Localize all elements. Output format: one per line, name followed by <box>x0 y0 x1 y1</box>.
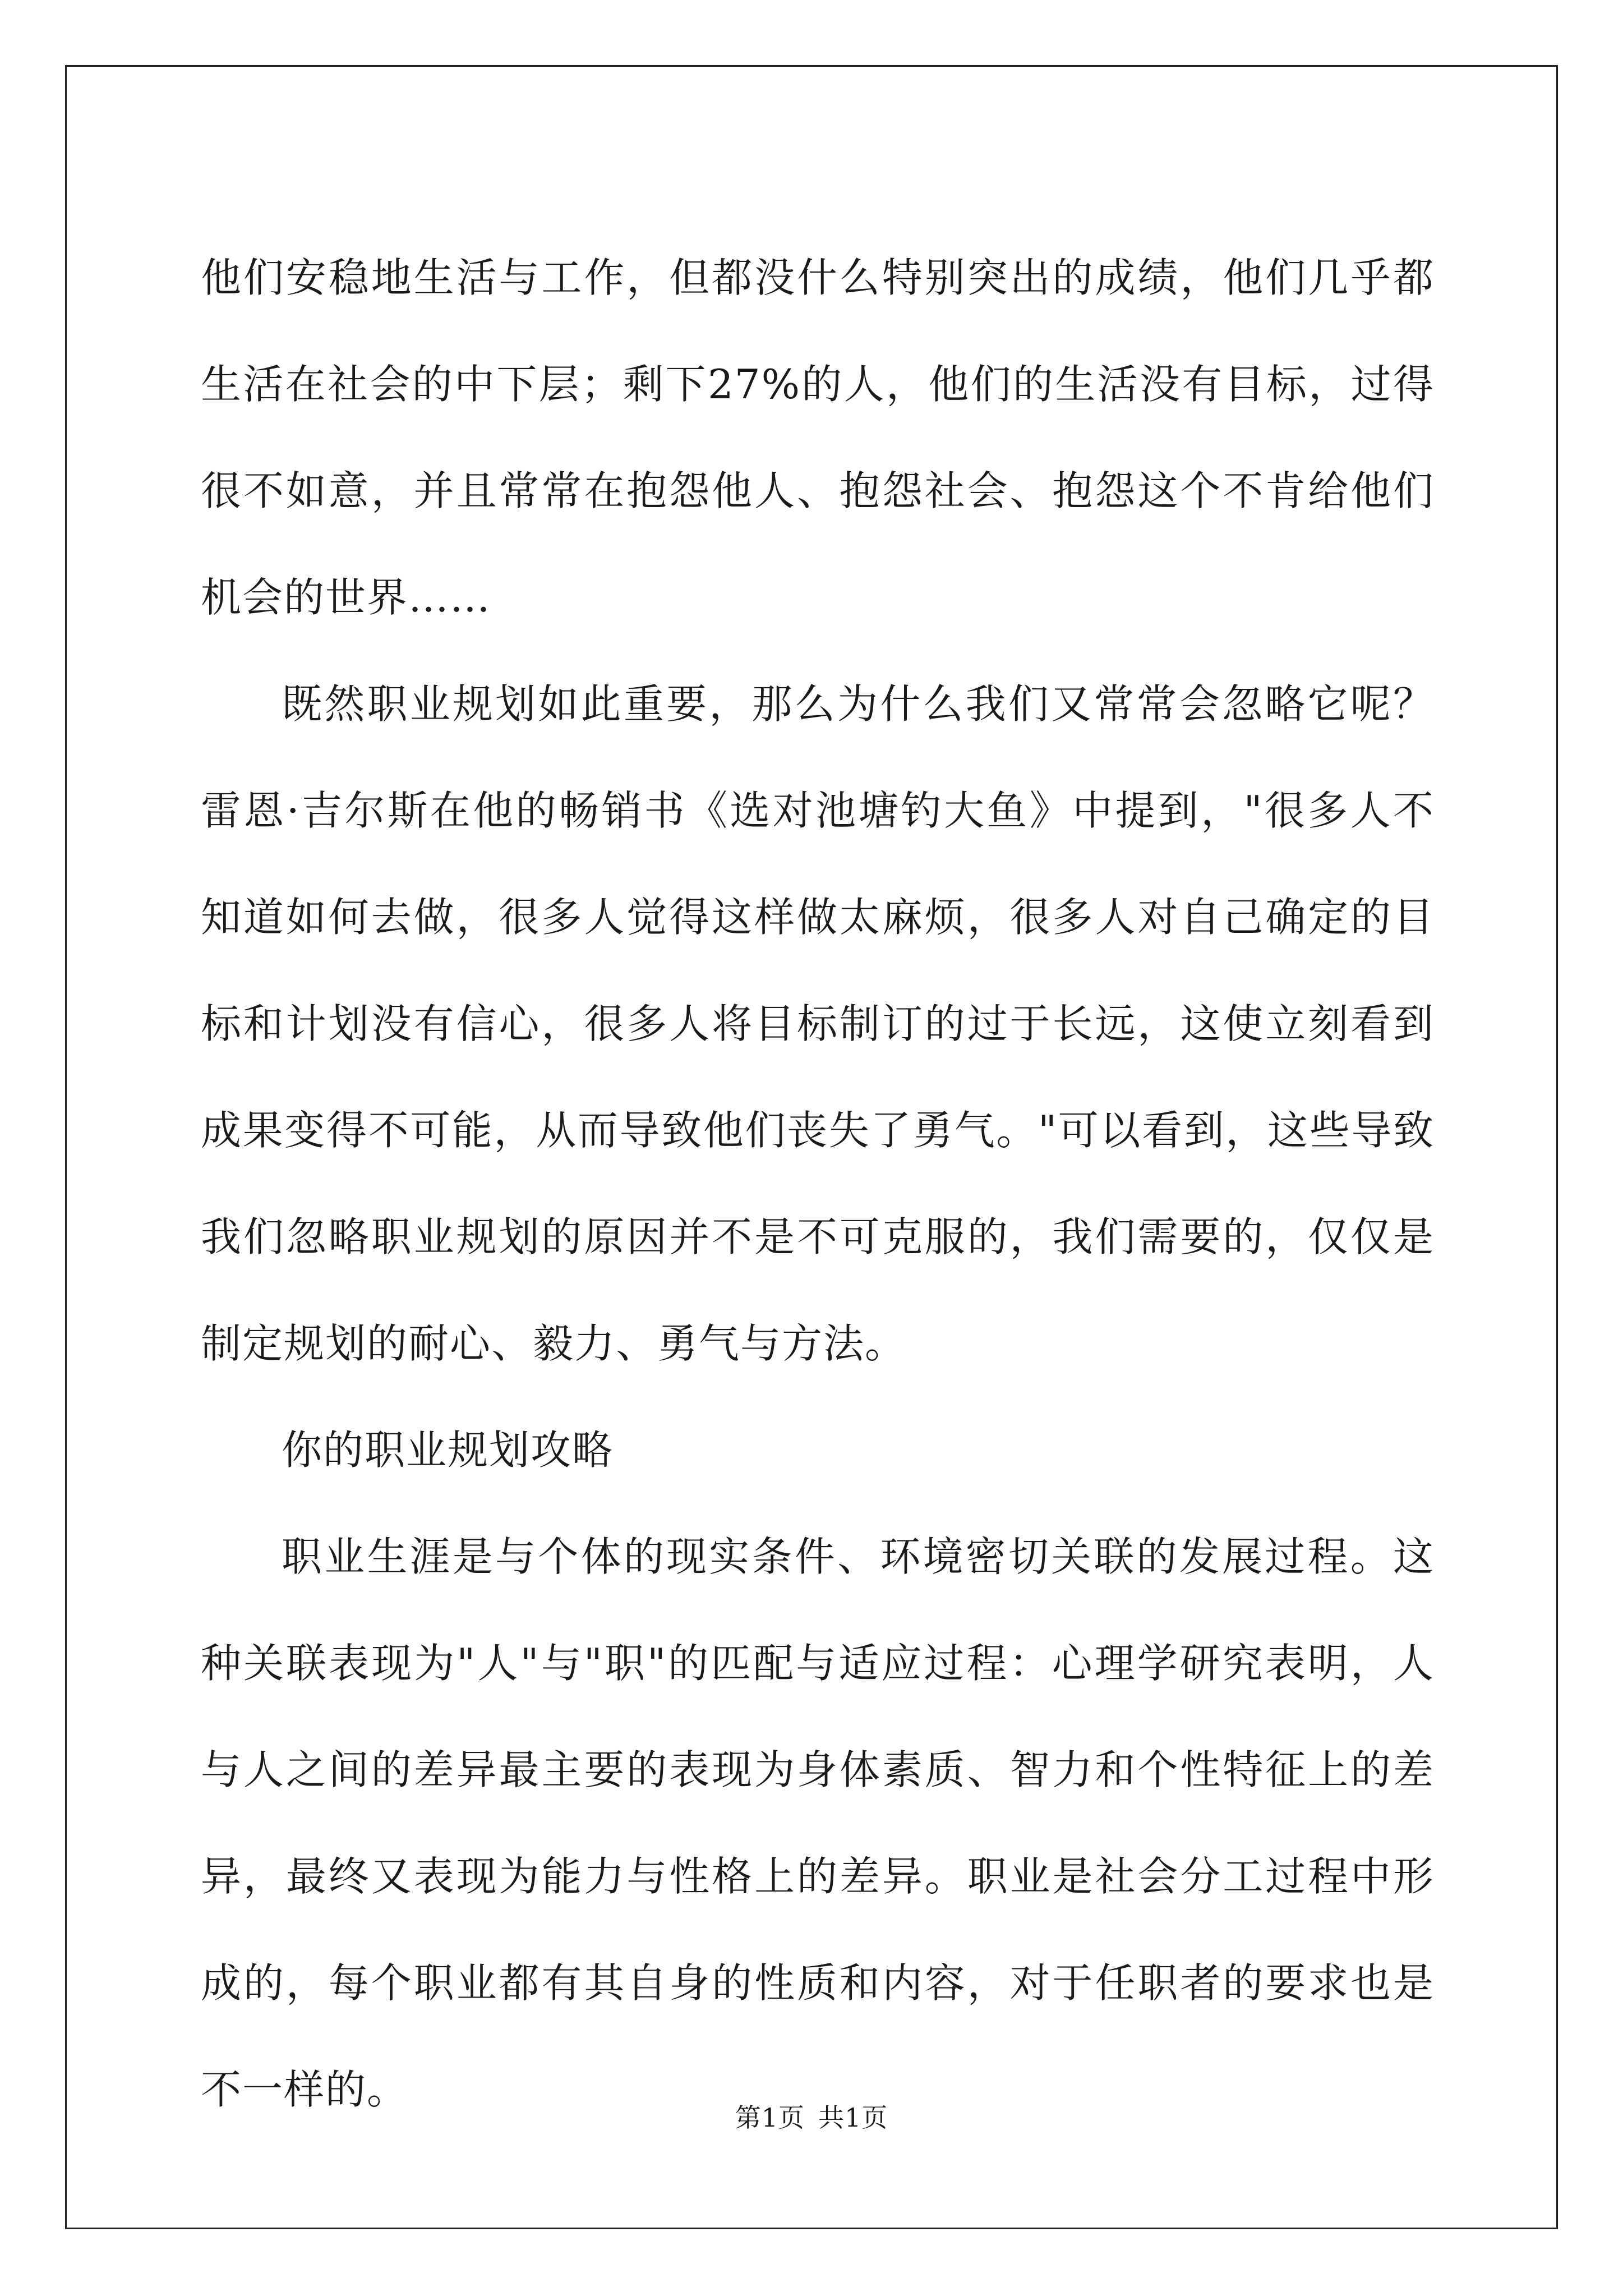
document-body <box>201 224 1435 2143</box>
page-number: 第1页 <box>735 2102 805 2133</box>
page-footer <box>0 2101 1623 2134</box>
paragraph-career-planning-importance: 既然职业规划如此重要，那么为什么我们又常常会忽略它呢？雷恩·吉尔斯在他的畅销书《选对池塘钓大鱼》中提到，"很多人不知道如何去做，很多人觉得这样做太麻烦，很多人对自己确定的目标和计划没有信心，很多人将目标制订的过于长远，这使立刻看到成果变得不可能，从而导致他们丧失了勇气。"可以看到，这些导致我们忽略职业规划的原因并不是不可克服的，我们需要的，仅仅是制定规划的耐心、毅力、勇气与方法。 <box>201 680 1435 1367</box>
paragraph-continuation: 他们安稳地生活与工作，但都没什么特别突出的成绩，他们几乎都生活在社会的中下层；剩下27%的人，他们的生活没有目标，过得很不如意，并且常常在抱怨他人、抱怨社会、抱怨这个不肯给他们机会的世界…… <box>201 254 1435 621</box>
paragraph-career-development: 职业生涯是与个体的现实条件、环境密切关联的发展过程。这种关联表现为"人"与"职"的匹配与适应过程：心理学研究表明，人与人之间的差异最主要的表现为身体素质、智力和个性特征上的差异，最终又表现为能力与性格上的差异。职业是社会分工过程中形成的，每个职业都有其自身的性质和内容，对于任职者的要求也是不一样的。 <box>201 1533 1435 2113</box>
page-total: 共1页 <box>818 2102 888 2133</box>
section-heading: 你的职业规划攻略 <box>282 1427 614 1474</box>
